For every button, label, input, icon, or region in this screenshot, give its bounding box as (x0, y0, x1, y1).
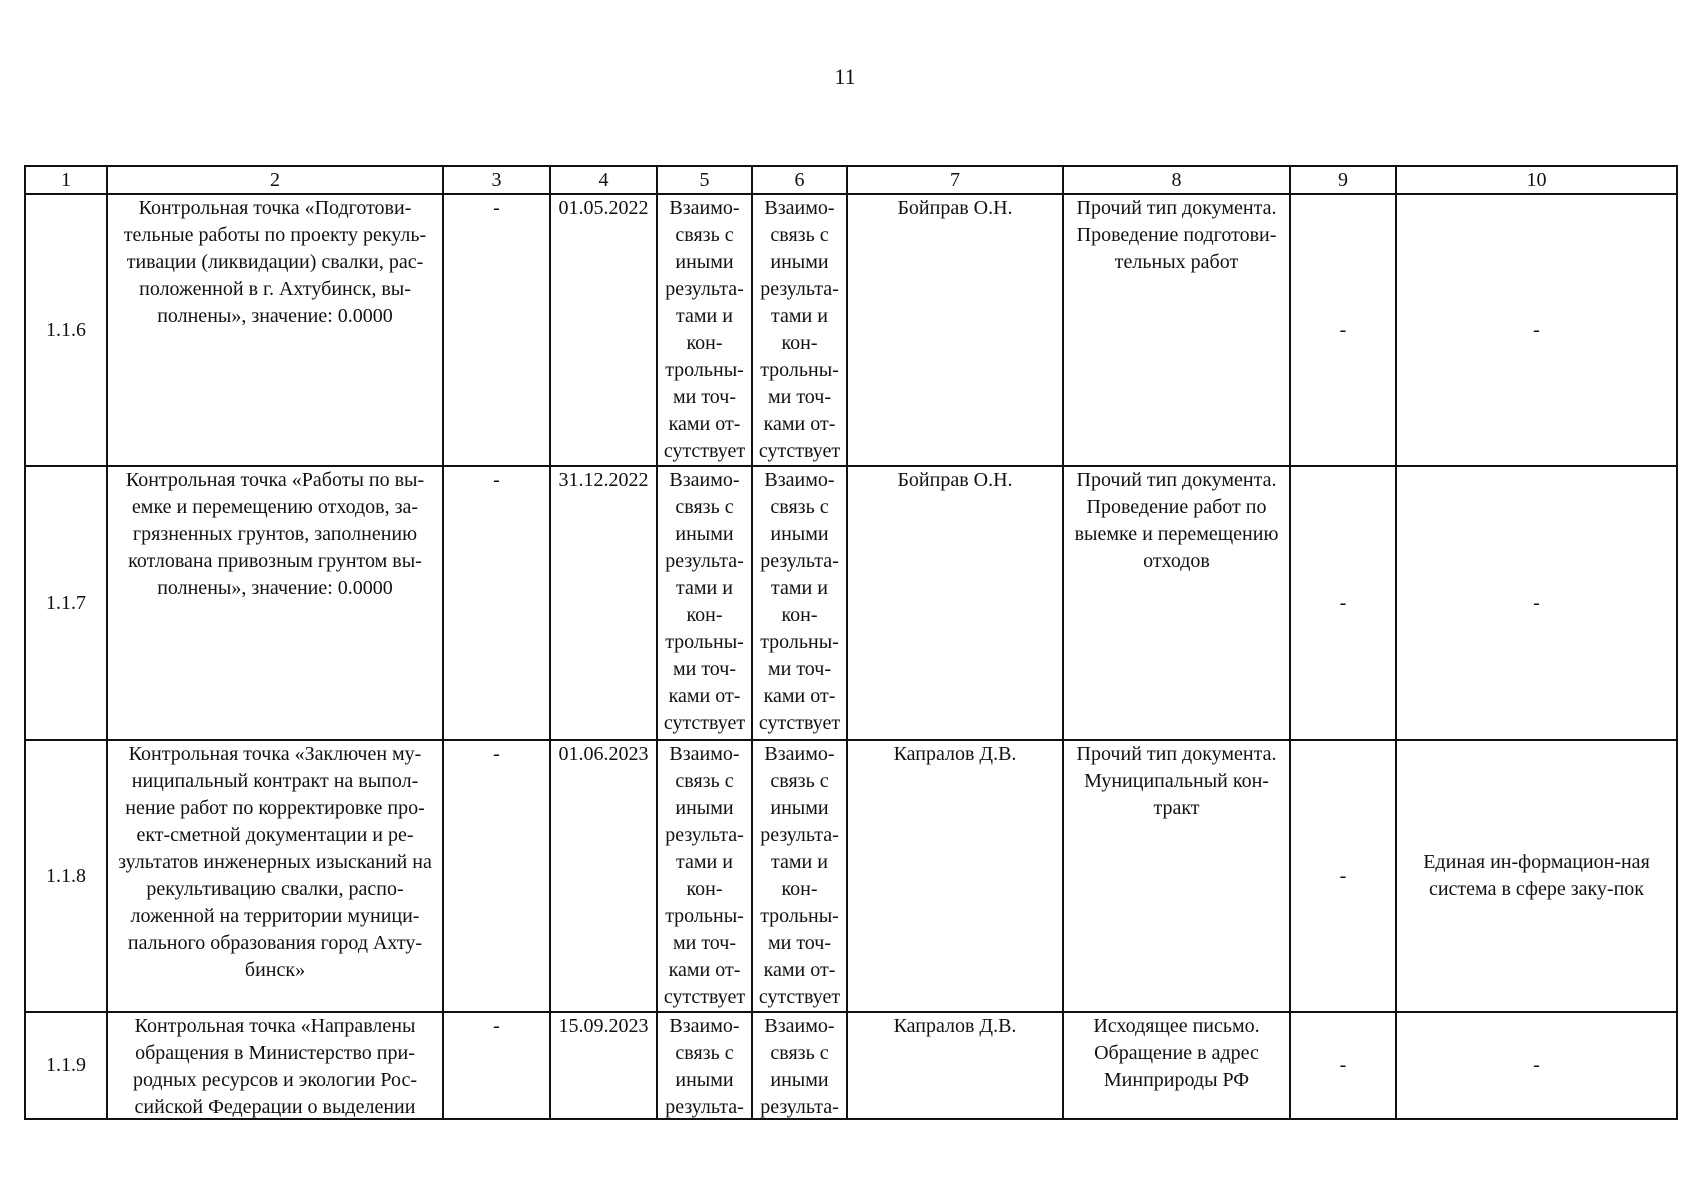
document-cell: Исходящее письмо. Обращение в адрес Минприроды РФ (1063, 1012, 1290, 1119)
cell-col9: - (1290, 194, 1396, 466)
table-row (25, 740, 1677, 1012)
date-cell: 01.05.2022 (550, 194, 657, 466)
row-number: 1.1.7 (25, 466, 107, 740)
row-number: 1.1.6 (25, 194, 107, 466)
control-point-name: Контрольная точка «Работы по вы-емке и перемещению отходов, за-грязненных грунтов, заполнению котлована привозным грунтом вы-полнены», значение: 0.0000 (107, 466, 443, 740)
header-row (25, 166, 1677, 194)
cell-col10: - (1396, 194, 1677, 466)
control-point-name-text: Контрольная точка «Направлены обращения в Министерство при-родных ресурсов и экологии Рос-сийской Федерации о выделении (132, 1015, 418, 1118)
relation-cell (657, 1012, 752, 1119)
cell-col3: - (443, 1012, 550, 1119)
relation-cell-text: Взаимо-связь с иными результа- (665, 1015, 744, 1118)
relation-cell: Взаимо-связь с иными результа-тами и кон-трольны-ми точ-ками от-сутствует (657, 194, 752, 466)
column-header: 6 (752, 166, 847, 194)
cell-col9: - (1290, 740, 1396, 1012)
column-header: 7 (847, 166, 1063, 194)
column-header: 3 (443, 166, 550, 194)
relation-cell: Взаимо-связь с иными результа-тами и кон-трольны-ми точ-ками от-сутствует (752, 740, 847, 1012)
column-header: 5 (657, 166, 752, 194)
responsible-cell: Бойправ О.Н. (847, 194, 1063, 466)
cell-col9: - (1290, 466, 1396, 740)
cell-col10: - (1396, 466, 1677, 740)
cell-col3: - (443, 194, 550, 466)
table-row (25, 466, 1677, 740)
date-cell: 01.06.2023 (550, 740, 657, 1012)
cell-col10: - (1396, 1012, 1677, 1119)
column-header: 4 (550, 166, 657, 194)
relation-cell: Взаимо-связь с иными результа-тами и кон-трольны-ми точ-ками от-сутствует (657, 466, 752, 740)
control-points-table (24, 165, 1678, 1120)
column-header: 9 (1290, 166, 1396, 194)
cell-col3: - (443, 466, 550, 740)
control-point-name: Контрольная точка «Заключен му-ниципальный контракт на выпол-нение работ по корректировке про-ект-сметной документации и ре-зультатов инженерных изысканий на рекультивацию свалки, распо-ложенной на территории муници-пального образования город Ахту-бинск» (107, 740, 443, 1012)
responsible-cell: Капралов Д.В. (847, 740, 1063, 1012)
row-number: 1.1.9 (25, 1012, 107, 1119)
document-cell: Прочий тип документа. Проведение работ по выемке и перемещению отходов (1063, 466, 1290, 740)
relation-cell (752, 1012, 847, 1119)
table-row (25, 194, 1677, 466)
date-cell: 15.09.2023 (550, 1012, 657, 1119)
cell-col3: - (443, 740, 550, 1012)
column-header: 1 (25, 166, 107, 194)
relation-cell: Взаимо-связь с иными результа-тами и кон-трольны-ми точ-ками от-сутствует (752, 194, 847, 466)
page-number: 11 (834, 64, 856, 89)
relation-cell: Взаимо-связь с иными результа-тами и кон-трольны-ми точ-ками от-сутствует (752, 466, 847, 740)
row-number: 1.1.8 (25, 740, 107, 1012)
relation-cell: Взаимо-связь с иными результа-тами и кон-трольны-ми точ-ками от-сутствует (657, 740, 752, 1012)
column-header: 10 (1396, 166, 1677, 194)
document-cell: Прочий тип документа. Муниципальный кон-тракт (1063, 740, 1290, 1012)
column-header: 8 (1063, 166, 1290, 194)
column-header: 2 (107, 166, 443, 194)
cell-col9: - (1290, 1012, 1396, 1119)
document-cell: Прочий тип документа. Проведение подготови-тельных работ (1063, 194, 1290, 466)
responsible-cell: Капралов Д.В. (847, 1012, 1063, 1119)
control-point-name (107, 1012, 443, 1119)
responsible-cell: Бойправ О.Н. (847, 466, 1063, 740)
date-cell: 31.12.2022 (550, 466, 657, 740)
control-point-name: Контрольная точка «Подготови-тельные работы по проекту рекуль-тивации (ликвидации) свалки, рас-положенной в г. Ахтубинск, вы-полнены», значение: 0.0000 (107, 194, 443, 466)
cell-col10: Единая ин-формацион-ная система в сфере заку-пок (1396, 740, 1677, 1012)
relation-cell-text: Взаимо-связь с иными результа- (760, 1015, 839, 1118)
table-row (25, 1012, 1677, 1119)
